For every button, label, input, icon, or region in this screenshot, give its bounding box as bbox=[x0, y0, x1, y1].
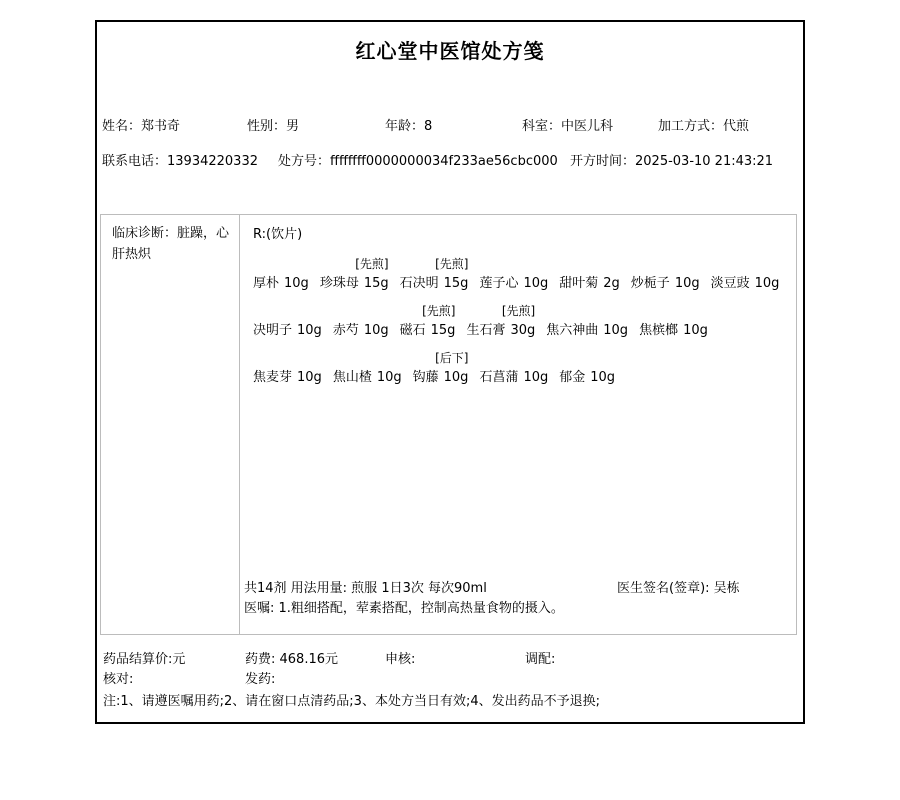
herb-line-2 bbox=[253, 296, 796, 343]
rx-header-label: R:(饮片) bbox=[253, 227, 303, 242]
herb-name: 莲子心 bbox=[479, 276, 519, 291]
herb-decoct-tag bbox=[559, 343, 615, 366]
herb-item bbox=[559, 343, 615, 390]
herb-name-dose bbox=[559, 272, 620, 296]
usage-row bbox=[244, 577, 790, 597]
herb-dose: 15g bbox=[430, 323, 456, 338]
dispense-prepare-field: 调配: bbox=[525, 652, 556, 667]
herb-decoct-tag: [先煎] bbox=[355, 257, 389, 271]
herb-item bbox=[711, 249, 780, 296]
prescription-time-field: 开方时间：2025-03-10 21:43:21 bbox=[570, 154, 774, 169]
herb-item bbox=[253, 249, 309, 296]
dispense-field: 发药: bbox=[245, 672, 276, 687]
herb-name: 焦六神曲 bbox=[546, 323, 599, 338]
check-field: 核对: bbox=[103, 672, 134, 687]
herb-line-3 bbox=[253, 343, 796, 390]
herb-dose: 10g bbox=[443, 370, 469, 385]
prescription-sheet bbox=[95, 20, 805, 724]
herb-name: 磁石 bbox=[399, 323, 426, 338]
herb-decoct-tag bbox=[479, 343, 548, 366]
herb-dose: 10g bbox=[376, 370, 402, 385]
herb-decoct-tag bbox=[711, 249, 780, 272]
herb-name-dose bbox=[559, 366, 615, 390]
department-field: 科室：中医儿科 bbox=[522, 119, 614, 134]
herb-decoct-tag: [先煎] bbox=[435, 257, 469, 271]
herb-item bbox=[479, 343, 548, 390]
herb-name-dose bbox=[253, 319, 322, 343]
rx-bottom-section bbox=[244, 577, 790, 617]
herb-name-dose bbox=[400, 272, 469, 296]
medicine-fee-field: 药费: 468.16元 bbox=[245, 652, 338, 667]
herb-item bbox=[333, 296, 389, 343]
herb-item bbox=[413, 343, 469, 390]
herb-name-dose bbox=[333, 366, 402, 390]
herb-dose: 10g bbox=[284, 276, 309, 291]
processing-method-field: 加工方式：代煎 bbox=[658, 119, 750, 134]
footer-note-text: 注:1、请遵医嘱用药;2、请在窗口点清药品;3、本处方当日有效;4、发出药品不予退换; bbox=[103, 694, 600, 709]
herb-dose: 10g bbox=[297, 370, 322, 385]
herb-decoct-tag: [后下] bbox=[435, 351, 469, 365]
herb-name-dose bbox=[479, 366, 548, 390]
herb-name-dose bbox=[333, 319, 389, 343]
patient-age-field: 年龄：8 bbox=[385, 119, 433, 134]
patient-gender-field: 性别：男 bbox=[247, 119, 300, 134]
herb-name-dose bbox=[400, 319, 456, 343]
herb-name: 石菖蒲 bbox=[479, 370, 519, 385]
herb-name: 决明子 bbox=[253, 323, 293, 338]
herb-item bbox=[333, 343, 402, 390]
herb-dose: 15g bbox=[363, 276, 389, 291]
herb-name: 焦山楂 bbox=[332, 370, 372, 385]
herb-dose: 10g bbox=[363, 323, 389, 338]
herb-name: 生石膏 bbox=[466, 323, 506, 338]
review-field: 申核: bbox=[385, 652, 416, 667]
herb-dose: 10g bbox=[523, 276, 549, 291]
page-title: 红心堂中医馆处方笺 bbox=[355, 39, 545, 63]
doctor-signature-text: 医生签名(签章): 吴栋 bbox=[617, 581, 740, 596]
herb-decoct-tag bbox=[253, 249, 309, 272]
herb-name-dose bbox=[711, 272, 780, 296]
herb-dose: 10g bbox=[674, 276, 700, 291]
herb-name: 珍珠母 bbox=[319, 276, 359, 291]
herb-decoct-tag bbox=[639, 296, 708, 319]
herb-dose: 30g bbox=[510, 323, 536, 338]
herb-item bbox=[320, 249, 389, 296]
herb-decoct-tag bbox=[631, 249, 700, 272]
diagnosis-panel bbox=[101, 215, 240, 634]
herb-item bbox=[253, 296, 322, 343]
herb-name-dose bbox=[631, 272, 700, 296]
herb-decoct-tag: [先煎] bbox=[501, 304, 536, 318]
prescription-main-box bbox=[100, 214, 797, 635]
settlement-price-field: 药品结算价:元 bbox=[103, 652, 186, 667]
herb-name: 焦麦芽 bbox=[253, 370, 293, 385]
herb-item bbox=[400, 296, 456, 343]
herb-name-dose bbox=[546, 319, 628, 343]
clinical-diagnosis-text: 临床诊断：脏躁，心肝热炽 bbox=[112, 226, 230, 262]
contact-phone-field: 联系电话：13934220332 bbox=[102, 154, 258, 169]
dosage-usage-text: 共14剂 用法用量: 煎服 1日3次 每次90ml bbox=[244, 581, 487, 596]
herb-item bbox=[479, 249, 548, 296]
herb-dose: 15g bbox=[443, 276, 469, 291]
herb-decoct-tag bbox=[479, 249, 548, 272]
herb-name: 炒栀子 bbox=[630, 276, 670, 291]
herb-decoct-tag bbox=[559, 249, 620, 272]
herb-dose: 10g bbox=[754, 276, 780, 291]
herb-name: 石决明 bbox=[399, 276, 439, 291]
prescription-number-field: 处方号：ffffffff0000000034f233ae56cbc000 bbox=[278, 154, 558, 169]
herb-name-dose bbox=[466, 319, 535, 343]
herb-dose: 10g bbox=[523, 370, 549, 385]
herb-name: 淡豆豉 bbox=[710, 276, 750, 291]
herb-name-dose bbox=[320, 272, 389, 296]
herb-name: 厚朴 bbox=[253, 276, 280, 291]
herb-name: 甜叶菊 bbox=[559, 276, 599, 291]
herb-name: 钩藤 bbox=[412, 370, 439, 385]
herb-decoct-tag bbox=[253, 343, 322, 366]
herb-name: 焦槟榔 bbox=[639, 323, 679, 338]
herb-name-dose bbox=[639, 319, 708, 343]
herb-item bbox=[466, 296, 535, 343]
herb-dose: 2g bbox=[603, 276, 620, 291]
herb-name: 郁金 bbox=[559, 370, 586, 385]
herb-item bbox=[639, 296, 708, 343]
herb-decoct-tag: [先煎] bbox=[422, 304, 456, 318]
herb-name: 赤芍 bbox=[332, 323, 359, 338]
herb-item bbox=[546, 296, 628, 343]
herb-decoct-tag bbox=[546, 296, 628, 319]
rx-panel bbox=[240, 215, 796, 634]
herb-item bbox=[559, 249, 620, 296]
herb-item bbox=[253, 343, 322, 390]
patient-name-field: 姓名：郑书奇 bbox=[102, 119, 181, 134]
herb-decoct-tag bbox=[333, 296, 389, 319]
herb-decoct-tag bbox=[333, 343, 402, 366]
herb-name-dose bbox=[253, 272, 309, 296]
herb-name-dose bbox=[479, 272, 548, 296]
herb-name-dose bbox=[253, 366, 322, 390]
herb-dose: 10g bbox=[683, 323, 708, 338]
herb-dose: 10g bbox=[297, 323, 322, 338]
herb-dose: 10g bbox=[603, 323, 629, 338]
medical-advice-text: 医嘱: 1.粗细搭配，荤素搭配，控制高热量食物的摄入。 bbox=[244, 601, 564, 616]
herb-item bbox=[631, 249, 700, 296]
herb-line-1 bbox=[253, 249, 796, 296]
herb-name-dose bbox=[413, 366, 469, 390]
herb-dose: 10g bbox=[590, 370, 616, 385]
herb-item bbox=[400, 249, 469, 296]
herb-decoct-tag bbox=[253, 296, 322, 319]
